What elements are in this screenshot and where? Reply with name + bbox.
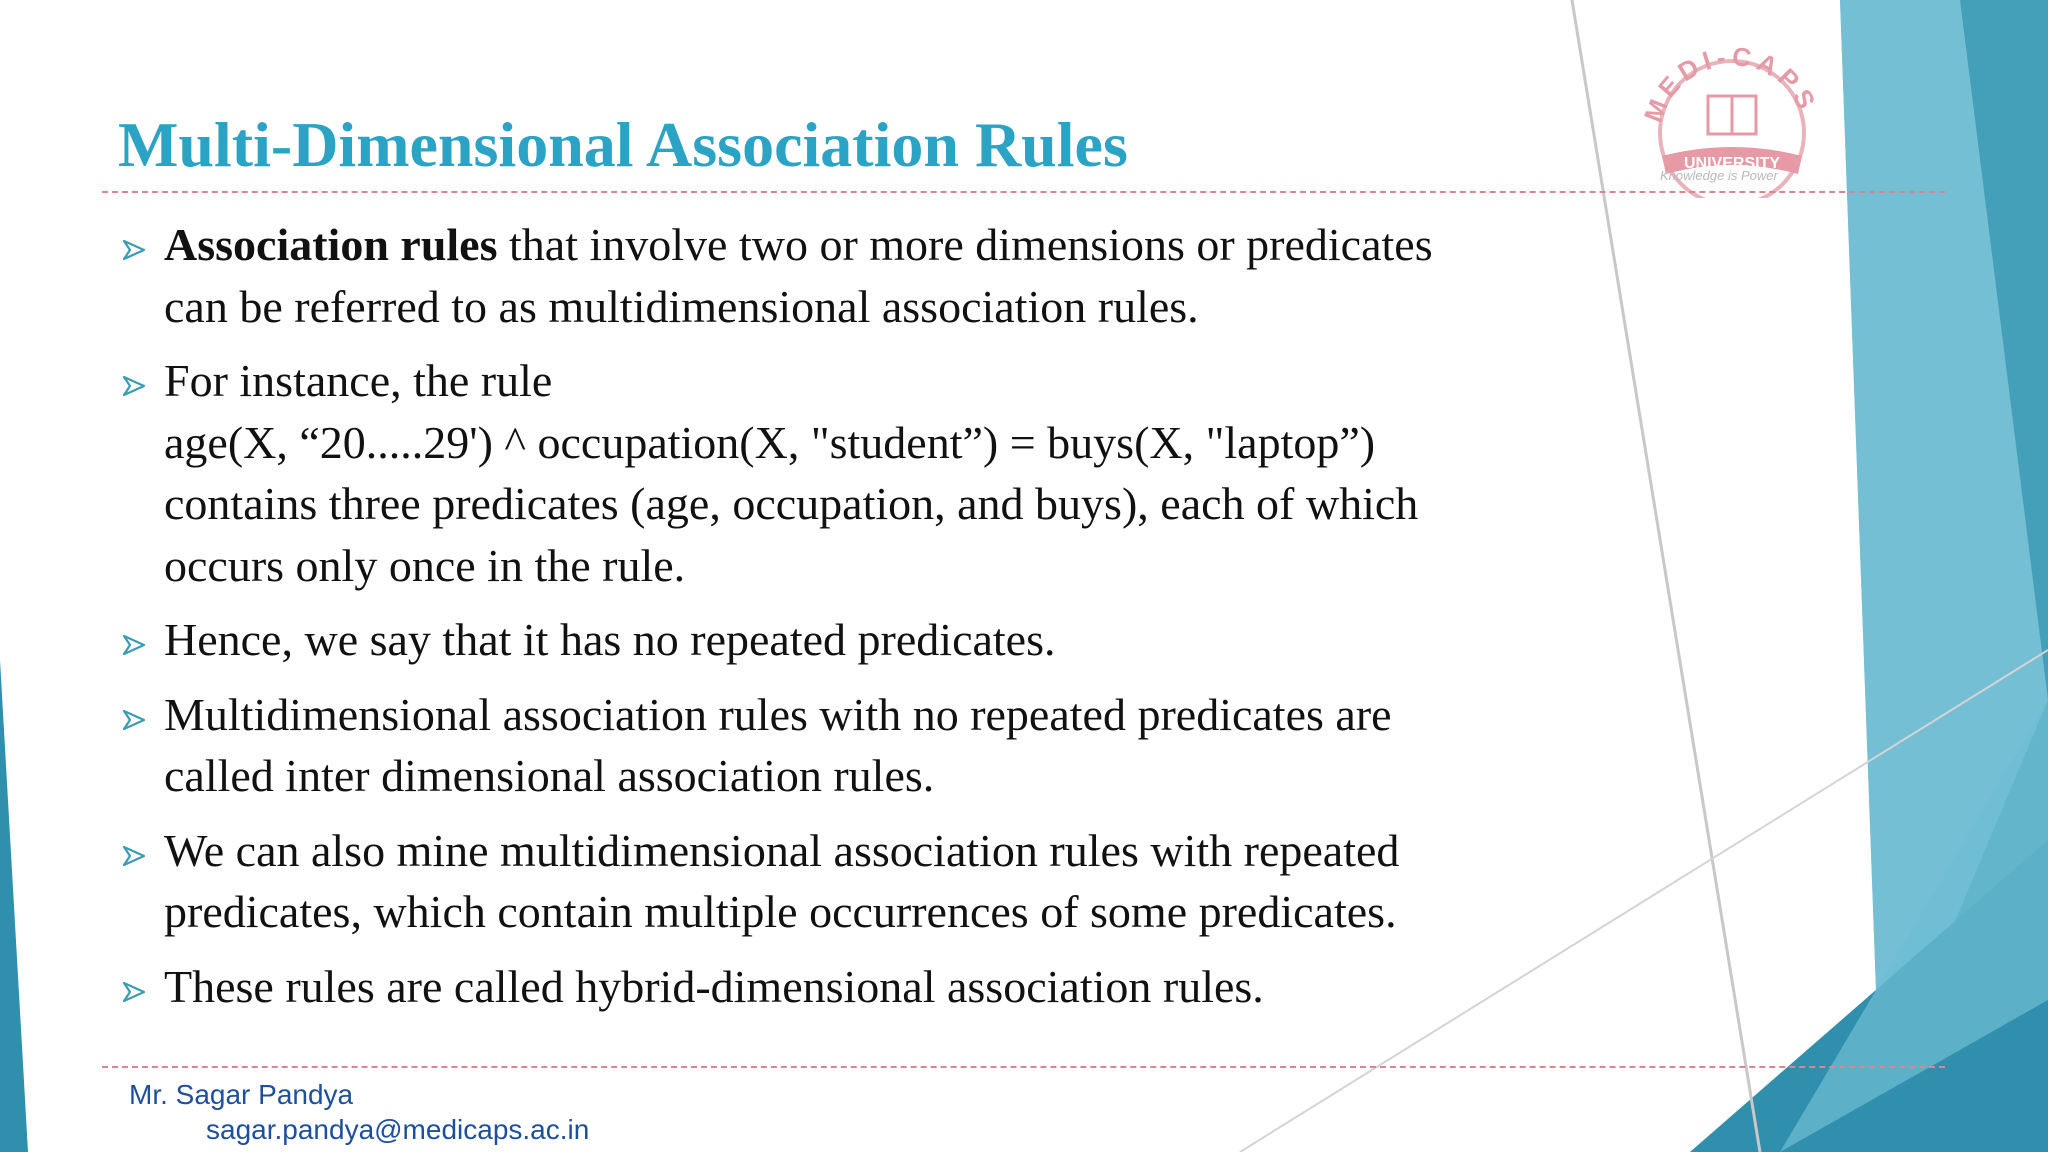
bullet-text: predicates, which contain multiple occurrences of some predicates. xyxy=(164,886,1397,937)
arrowhead-bullet-icon xyxy=(122,375,146,397)
bullet-line xyxy=(164,684,1588,746)
bullet-item xyxy=(118,609,1588,671)
bullet-line xyxy=(164,881,1588,943)
bullet-line xyxy=(164,214,1588,276)
arrowhead-bullet-icon xyxy=(122,709,146,731)
bullet-line xyxy=(164,609,1588,671)
bold-term: Association rules xyxy=(164,219,498,270)
footer-email: sagar.pandya@medicaps.ac.in xyxy=(206,1114,590,1145)
bullet-item xyxy=(118,956,1588,1018)
bullet-text: Multidimensional association rules with no repeated predicates are xyxy=(164,688,1392,740)
bullet-text: We can also mine multidimensional association rules with repeated xyxy=(164,824,1400,876)
bullet-line xyxy=(164,350,1588,412)
svg-text:UNIVERSITY: UNIVERSITY xyxy=(1683,155,1781,172)
bullet-text: Hence, we say that it has no repeated predicates. xyxy=(164,614,1056,665)
bullet-text: age(X, “20.....29') ^ occupation(X, "student”) = buys(X, "laptop”) xyxy=(164,416,1376,468)
logo-tagline: Knowledge is Power xyxy=(1660,168,1778,183)
bullet-item xyxy=(118,684,1588,807)
bullet-line xyxy=(164,473,1588,535)
arrowhead-bullet-icon xyxy=(122,981,146,1003)
arrowhead-bullet-icon xyxy=(122,845,146,867)
bullet-item xyxy=(118,820,1588,943)
bullet-text: contains three predicates (age, occupation, and buys), each of which xyxy=(164,478,1419,529)
bullet-text: can be referred to as multidimensional association rules. xyxy=(164,280,1199,332)
bullet-line xyxy=(164,820,1588,882)
top-divider xyxy=(102,191,1945,193)
bullet-list xyxy=(118,214,1588,1030)
bullet-line xyxy=(164,412,1588,474)
bullet-line xyxy=(164,956,1588,1018)
bullet-line xyxy=(164,745,1588,807)
bullet-item xyxy=(118,214,1588,337)
bullet-line xyxy=(164,276,1588,338)
bullet-text: These rules are called hybrid-dimensional association rules. xyxy=(164,960,1264,1012)
bullet-text: For instance, the rule xyxy=(164,355,553,406)
bullet-line xyxy=(164,535,1588,597)
bullet-text: called inter dimensional association rules. xyxy=(164,750,935,801)
arrowhead-bullet-icon xyxy=(122,634,146,656)
svg-text:MEDI-CAPS: MEDI-CAPS xyxy=(1637,40,1824,127)
bottom-divider xyxy=(102,1066,1945,1068)
bullet-text: occurs only once in the rule. xyxy=(164,539,686,591)
left-edge-panel xyxy=(0,660,28,1152)
arrowhead-bullet-icon xyxy=(122,239,146,261)
footer-author: Mr. Sagar Pandya xyxy=(129,1079,354,1110)
bullet-text: that involve two or more dimensions or predicates xyxy=(497,219,1433,270)
slide-title: Multi-Dimensional Association Rules xyxy=(118,109,1128,180)
bullet-item xyxy=(118,350,1588,596)
